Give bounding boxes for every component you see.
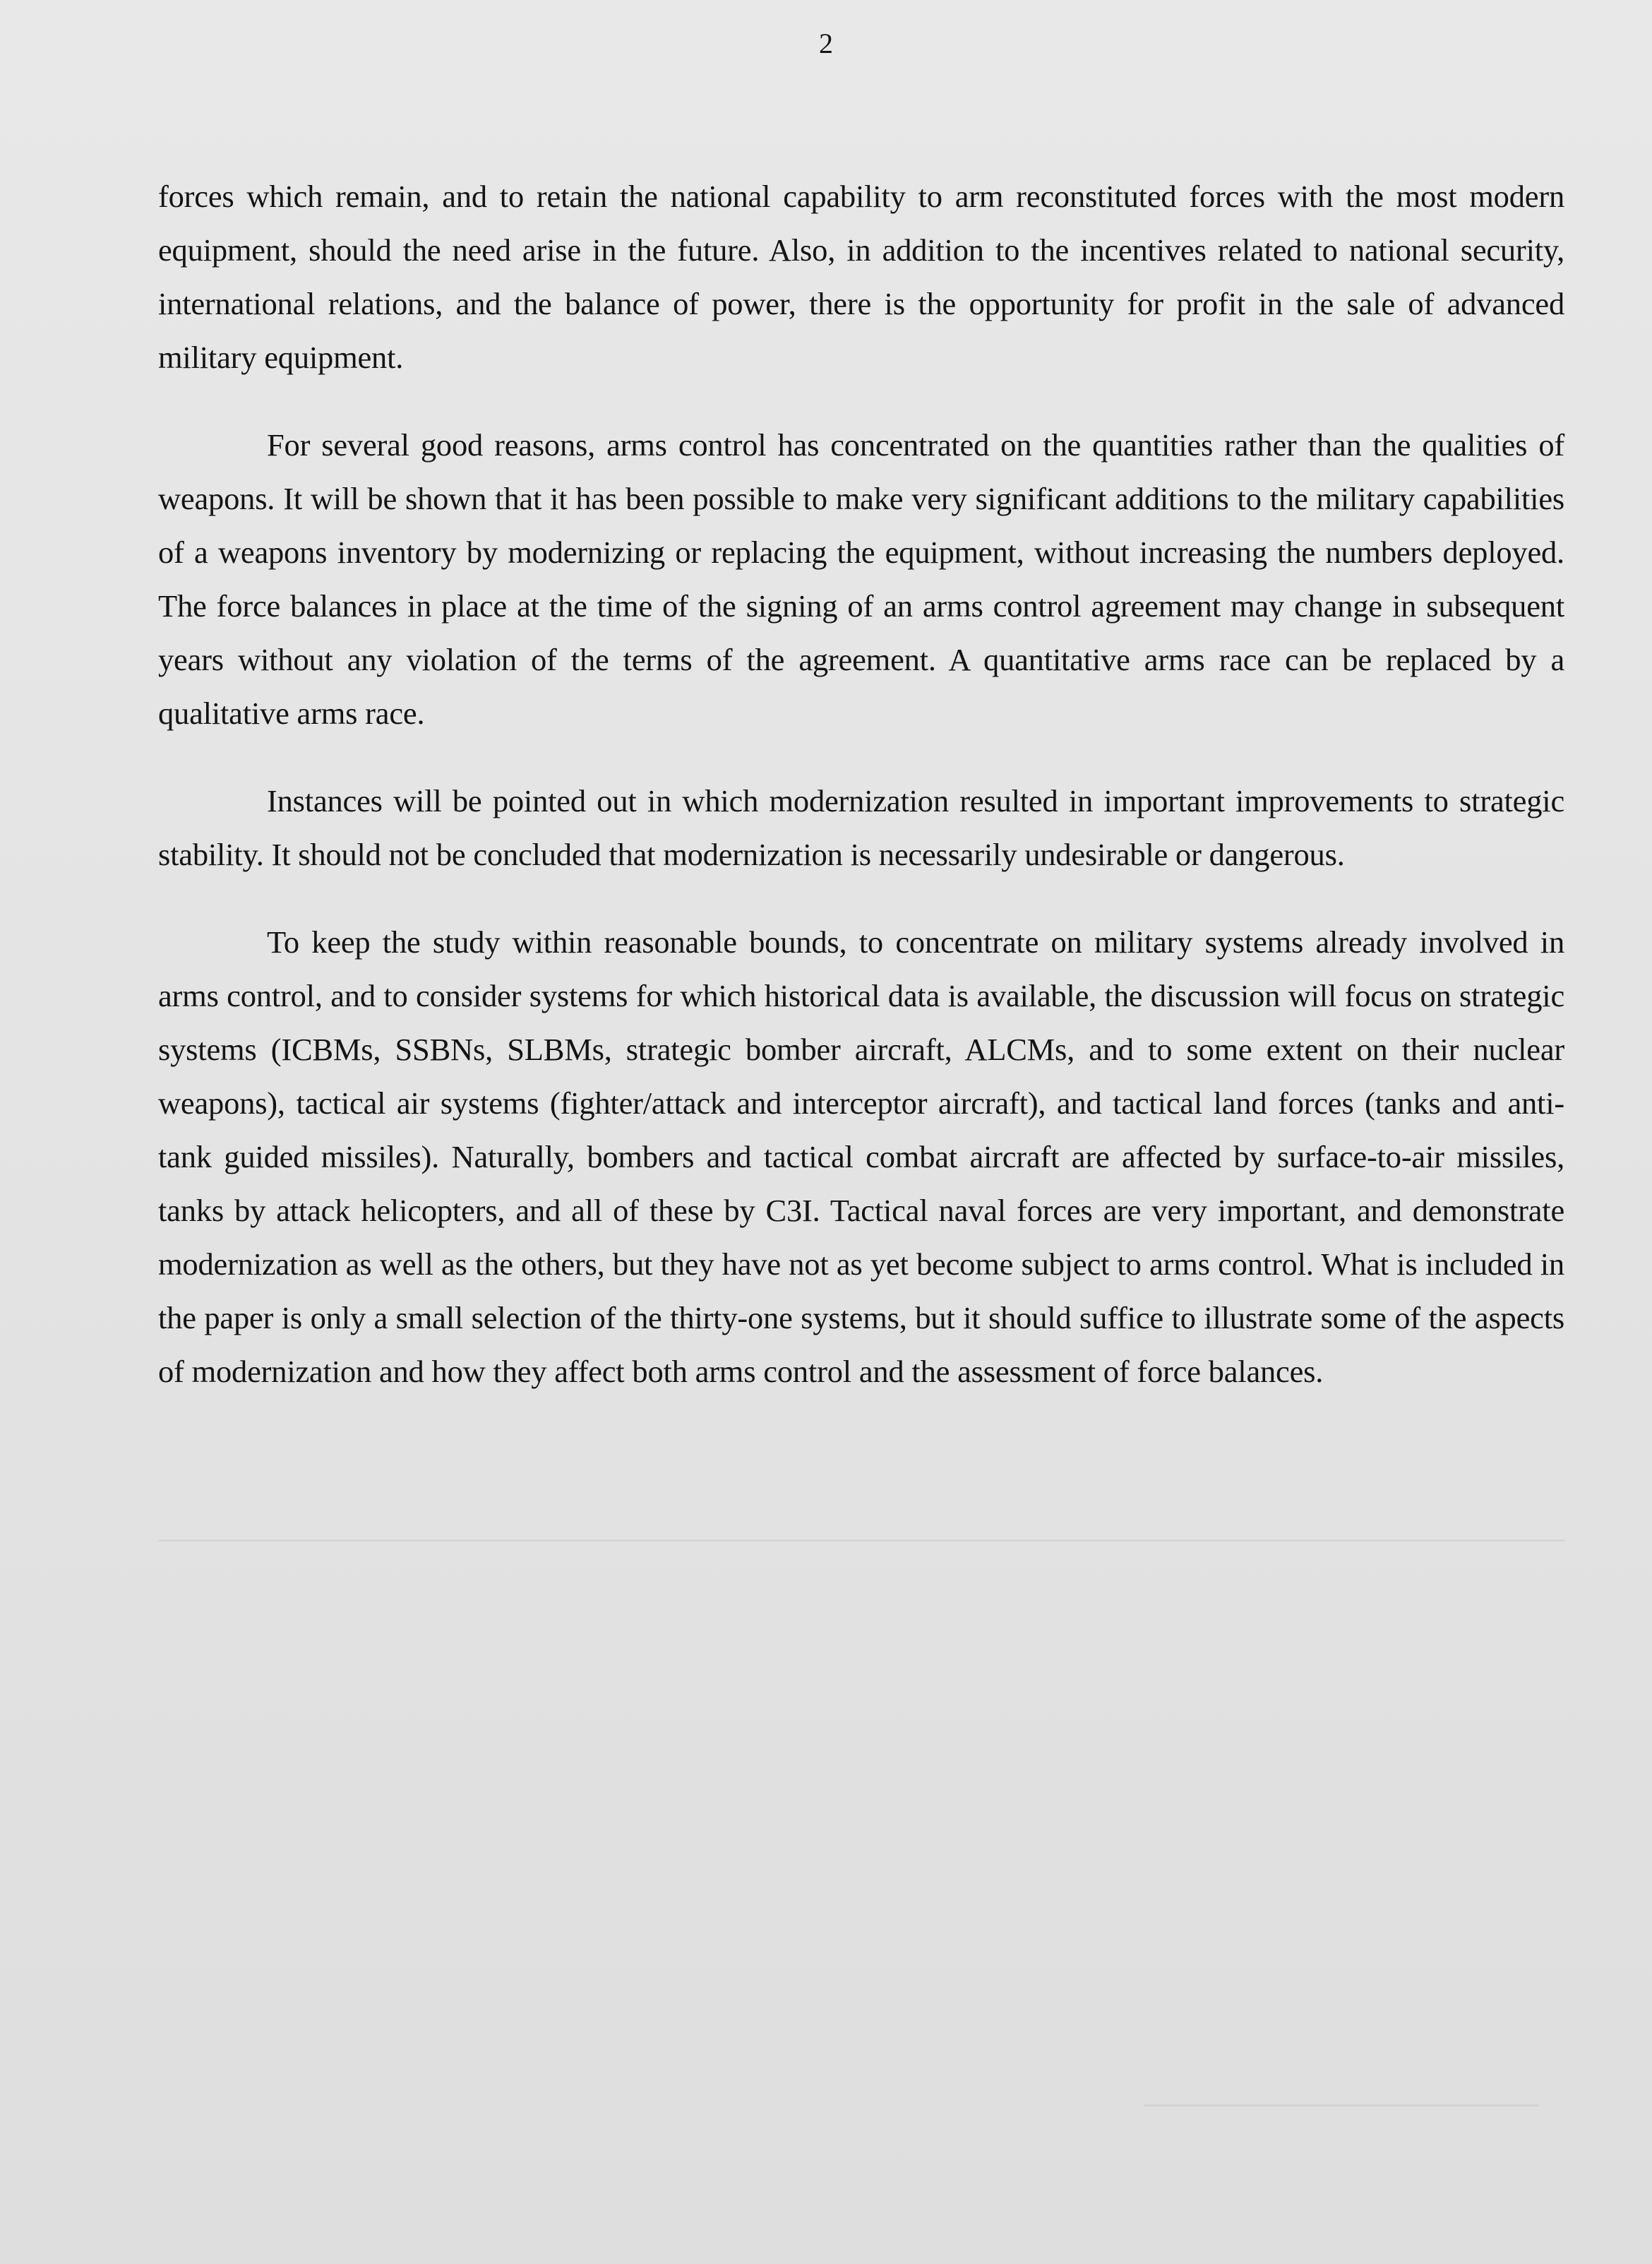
bleed-through-line — [158, 1539, 1564, 1542]
paragraph: To keep the study within reasonable bounds, to concentrate on military systems already involved in arms control, and to consider systems for which historical data is available, the discussion will focus on strategic systems (ICBMs, SSBNs, SLBMs, strategic bomber aircraft, ALCMs, and to some extent on their nuclear weapons), tactical air systems (fighter/attack and interceptor aircraft), and tactical land forces (tanks and anti-tank guided missiles). Naturally, bombers and tactical combat aircraft are affected by surface-to-air missiles, tanks by attack helicopters, and all of these by C3I. Tactical naval forces are very important, and demonstrate modernization as well as the others, but they have not as yet become subject to arms control. What is included in the paper is only a small selection of the thirty-one systems, but it should suffice to illustrate some of the aspects of modernization and how they affect both arms control and the assessment of force balances. — [158, 924, 1564, 1389]
body-text — [158, 169, 1564, 1432]
paragraph: Instances will be pointed out in which modernization resulted in important improvements to strategic stability. It should not be concluded that modernization is necessarily undesirable or dangerous. — [158, 783, 1564, 872]
paragraph: For several good reasons, arms control has concentrated on the quantities rather than the qualities of weapons. It will be shown that it has been possible to make very significant additions to the military capabilities of a weapons inventory by modernizing or replacing the equipment, without increasing the numbers deployed. The force balances in place at the time of the signing of an arms control agreement may change in subsequent years without any violation of the terms of the agreement. A quantitative arms race can be replaced by a qualitative arms race. — [158, 427, 1564, 731]
bleed-through-line — [1144, 2104, 1539, 2107]
page-number: 2 — [819, 28, 833, 59]
paragraph: forces which remain, and to retain the national capability to arm reconstituted forces with the most modern equipment, should the need arise in the future. Also, in addition to the incentives related to national security, international relations, and the balance of power, there is the opportunity for profit in the sale of advanced military equipment. — [158, 179, 1564, 375]
